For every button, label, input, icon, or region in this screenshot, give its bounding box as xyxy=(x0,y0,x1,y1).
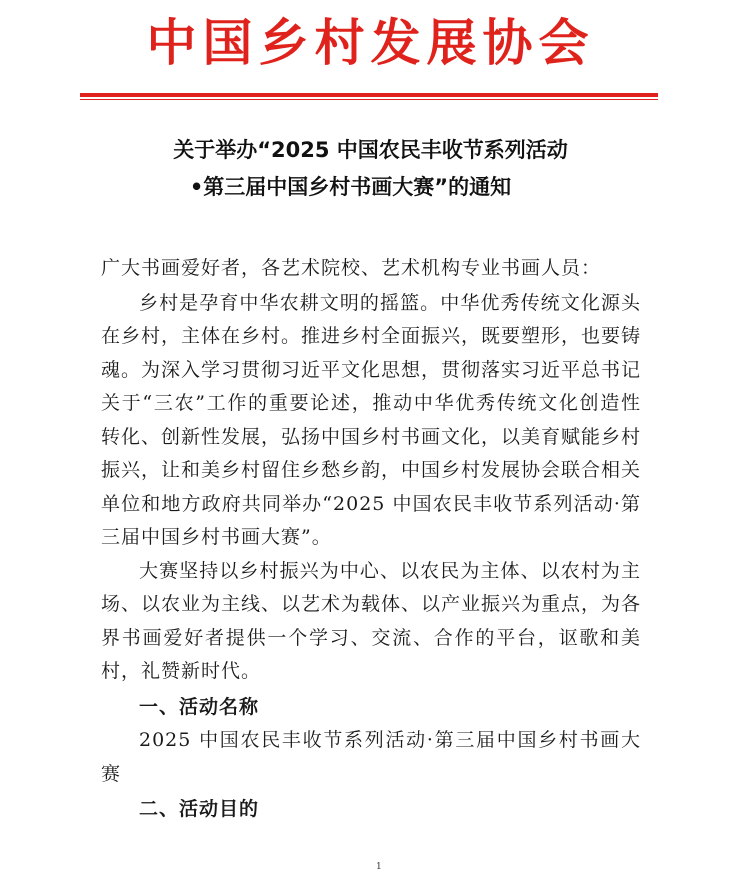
notice-title-line2: •第三届中国乡村书画大赛”的通知 xyxy=(189,175,512,199)
notice-title-line1: 关于举办“2025 中国农民丰收节系列活动 xyxy=(173,138,568,162)
letterhead-rule-thin xyxy=(80,99,658,100)
page-number: 1 xyxy=(376,862,382,872)
section-heading-name: 一、活动名称 xyxy=(139,695,260,718)
paragraph-intro: 乡村是孕育中华农耕文明的摇篮。中华优秀传统文化源头在乡村，主体在乡村。推进乡村全面振兴，既要塑形，也要铸魂。为深入学习贯彻习近平文化思想，贯彻落实习近平总书记关于“三农”工作的重要论述，推动中华优秀传统文化创造性转化、创新性发展，弘扬中国乡村书画文化，以美育赋能乡村振兴，让和美乡村留住乡愁乡韵，中国乡村发展协会联合相关单位和地方政府共同举办“2025 中国农民丰收节系列活动·第三届中国乡村书画大赛”。 xyxy=(101,291,642,548)
letterhead-rule-thick xyxy=(80,93,658,97)
section-heading-purpose: 二、活动目的 xyxy=(139,798,260,820)
letterhead-org-name: 中国乡村发展协会 xyxy=(146,14,595,72)
salutation: 广大书画爱好者，各艺术院校、艺术机构专业书画人员： xyxy=(101,257,602,279)
paragraph-purpose: 大赛坚持以乡村振兴为中心、以农民为主体、以农村为主场、以农业为主线、以艺术为载体、以产业振兴为重点，为各界书画爱好者提供一个学习、交流、合作的平台，讴歌和美村，礼赞新时代。 xyxy=(101,559,642,682)
notice-body xyxy=(101,252,641,827)
section-text-name: 2025 中国农民丰收节系列活动·第三届中国乡村书画大赛 xyxy=(101,729,641,785)
notice-title xyxy=(0,132,741,206)
